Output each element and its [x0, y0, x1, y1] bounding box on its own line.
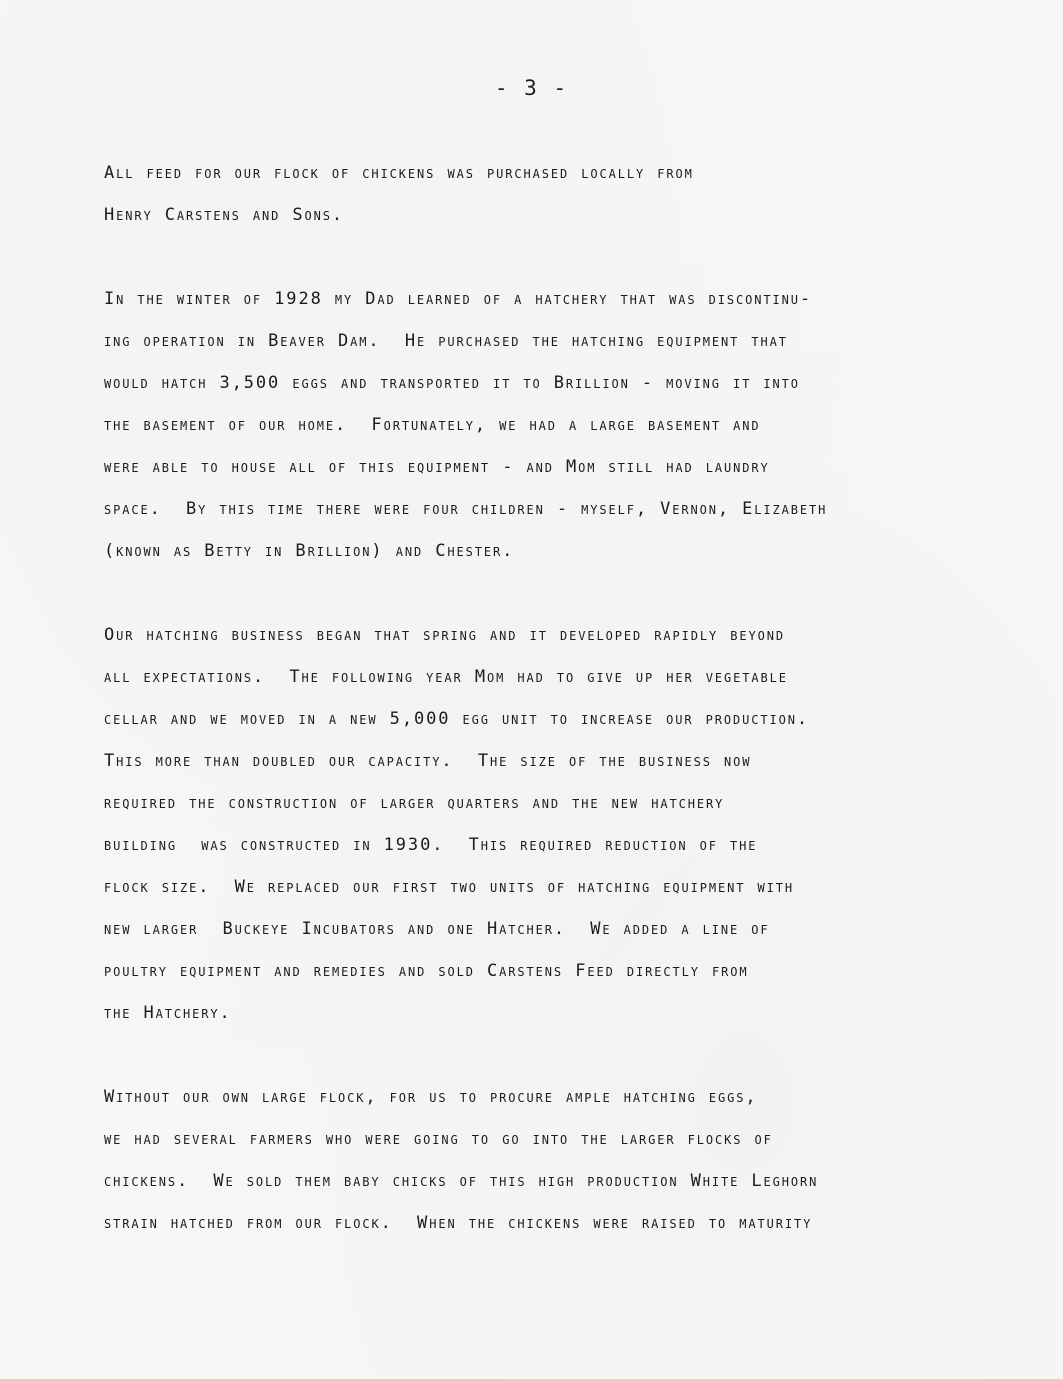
paragraph-3-line-5: required the construction of larger quarters and the new hatchery — [104, 793, 725, 813]
paragraph-2-line-4: the basement of our home. Fortunately, we had a large basement and — [104, 415, 761, 435]
paragraph-3-line-8: new larger Buckeye Incubators and one Hatcher. We added a line of — [104, 919, 770, 939]
paragraph-4-line-2: we had several farmers who were going to go into the larger flocks of — [104, 1129, 773, 1149]
paragraph-3-line-3: cellar and we moved in a new 5,000 egg unit to increase our production. — [104, 709, 810, 729]
paragraph-1-line-2: Henry Carstens and Sons. — [104, 205, 345, 225]
paragraph-3-line-6: building was constructed in 1930. This required reduction of the — [104, 835, 758, 855]
paragraph-2-line-6: space. By this time there were four children - myself, Vernon, Elizabeth — [104, 499, 828, 519]
paragraph-1-line-1: All feed for our flock of chickens was purchased locally from — [104, 163, 694, 183]
paragraph-2-line-7: (known as Betty in Brillion) and Chester. — [104, 541, 515, 561]
paragraph-3-line-9: poultry equipment and remedies and sold Carstens Feed directly from — [104, 961, 749, 981]
paragraph-2-line-5: were able to house all of this equipment - and Mom still had laundry — [104, 457, 770, 477]
paragraph-4-line-3: chickens. We sold them baby chicks of this high production White Leghorn — [104, 1171, 819, 1191]
page-number: - 3 - — [494, 76, 569, 100]
paragraph-3-line-2: all expectations. The following year Mom had to give up her vegetable — [104, 667, 788, 687]
paragraph-2-line-1: In the winter of 1928 my Dad learned of a hatchery that was discontinu- — [104, 289, 813, 309]
paragraph-3-line-1: Our hatching business began that spring and it developed rapidly beyond — [104, 625, 785, 645]
paragraph-4-line-4: strain hatched from our flock. When the chickens were raised to maturity — [104, 1213, 813, 1233]
paragraph-3-line-4: This more than doubled our capacity. The size of the business now — [104, 751, 752, 771]
paragraph-2-line-2: ing operation in Beaver Dam. He purchased the hatching equipment that — [104, 331, 788, 351]
paragraph-2-line-3: would hatch 3,500 eggs and transported it to Brillion - moving it into — [104, 373, 800, 393]
paragraph-3-line-7: flock size. We replaced our first two units of hatching equipment with — [104, 877, 794, 897]
paragraph-3-line-10: the Hatchery. — [104, 1003, 232, 1023]
paragraph-4-line-1: Without our own large flock, for us to procure ample hatching eggs, — [104, 1087, 758, 1107]
